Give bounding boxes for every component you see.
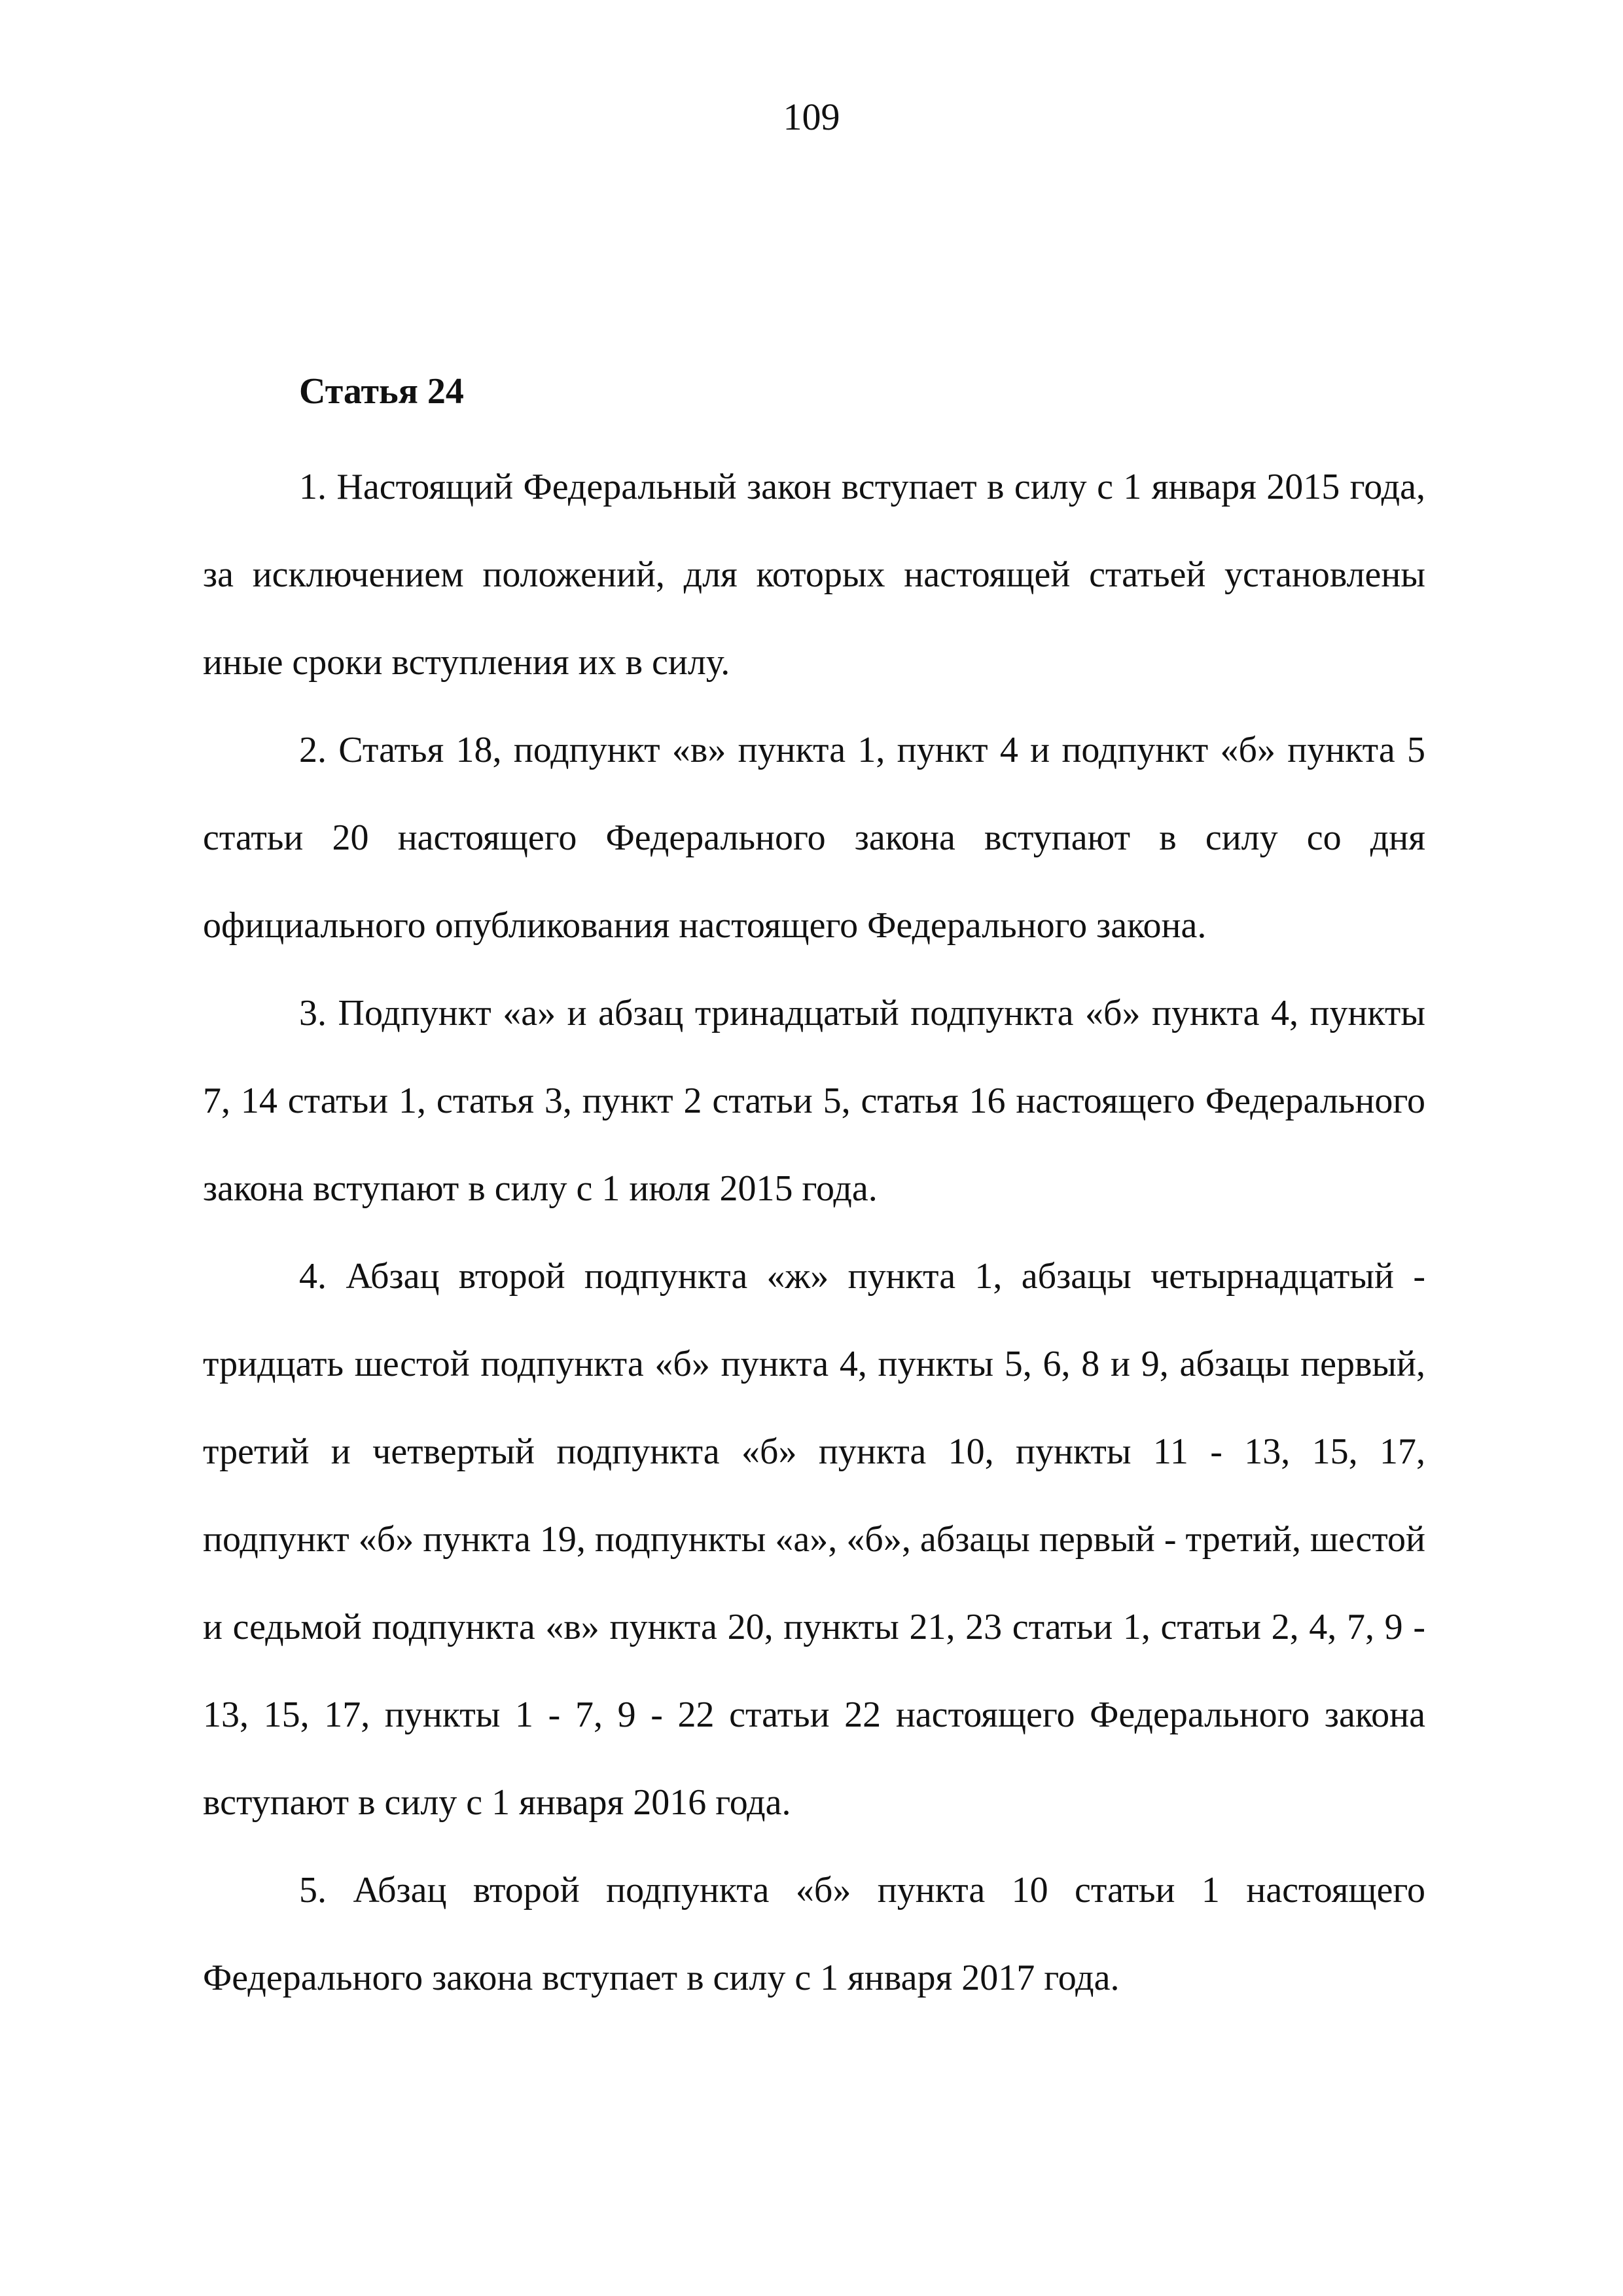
paragraph-2: 2. Статья 18, подпункт «в» пункта 1, пункт 4 и подпункт «б» пункта 5 статьи 20 настоящего Федерального закона вступают в силу со дня официального опубликования настоящего Федерального закона. <box>203 730 1425 946</box>
paragraph-3: 3. Подпункт «а» и абзац тринадцатый подпункта «б» пункта 4, пункты 7, 14 статьи 1, статья 3, пункт 2 статьи 5, статья 16 настоящего Федерального закона вступают в силу с 1 июля 2015 года. <box>203 993 1425 1209</box>
paragraph-1: 1. Настоящий Федеральный закон вступает в силу с 1 января 2015 года, за исключением положений, для которых настоящей статьей установлены иные сроки вступления их в силу. <box>203 467 1425 683</box>
article-body <box>203 443 1425 2022</box>
article-heading: Статья 24 <box>299 371 464 412</box>
paragraph-5: 5. Абзац второй подпункта «б» пункта 10 статьи 1 настоящего Федерального закона вступает в силу с 1 января 2017 года. <box>203 1870 1425 1998</box>
page-number: 109 <box>783 96 840 138</box>
paragraph-4: 4. Абзац второй подпункта «ж» пункта 1, абзацы четырнадцатый - тридцать шестой подпункта «б» пункта 4, пункты 5, 6, 8 и 9, абзацы первый, третий и четвертый подпункта «б» пункта 10, пункты 11 - 13, 15, 17, подпункт «б» пункта 19, подпункты «а», «б», абзацы первый - третий, шестой и седьмой подпункта «в» пункта 20, пункты 21, 23 статьи 1, статьи 2, 4, 7, 9 - 13, 15, 17, пункты 1 - 7, 9 - 22 статьи 22 настоящего Федерального закона вступают в силу с 1 января 2016 года. <box>203 1256 1425 1823</box>
